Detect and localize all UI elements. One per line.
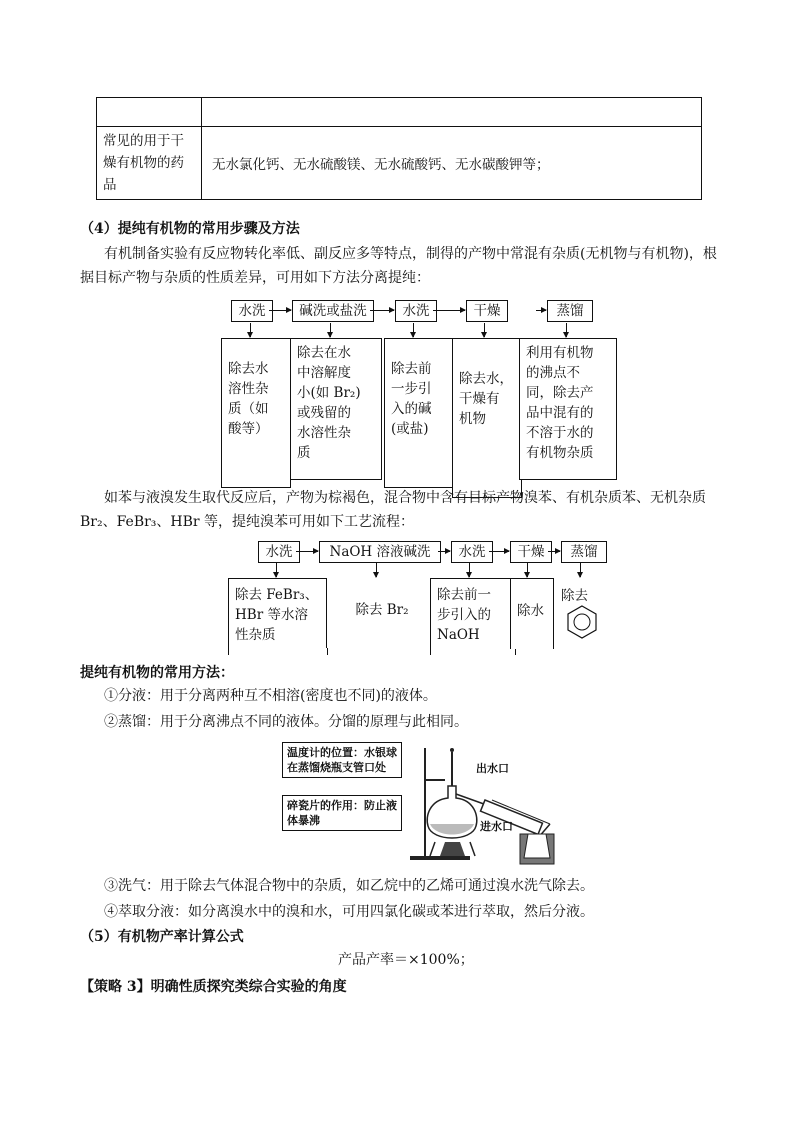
table-row-value: 无水氯化钙、无水硫酸镁、无水硫酸钙、无水碳酸钾等； (202, 127, 702, 200)
flow1-desc-base-wash: 除去在水 中溶解度 小(如 Br₂) 或残留的 水溶性杂 质 (290, 338, 382, 480)
bromobenzene-paragraph-line1: 如苯与液溴发生取代反应后，产物为棕褐色，混合物中含有目标产物溴苯、有机杂质苯、无机杂质 (104, 490, 706, 506)
bromobenzene-paragraph-line2: Br₂、FeBr₃、HBr 等，提纯溴苯可用如下工艺流程： (80, 514, 415, 530)
flow1-desc-dry: 除去水， 干燥有 机物 (452, 338, 522, 498)
flow2-arrow (489, 551, 509, 552)
intro-paragraph-line2: 据目标产物与杂质的性质差异，可用如下方法分离提纯： (80, 270, 430, 286)
flow2-desc-water-wash-2: 除去前一 步引入的 NaOH (430, 578, 516, 655)
porcelain-chip-note: 碎瓷片的作用：防止液 体暴沸 (282, 795, 402, 831)
flow2-step-distill: 蒸馏 (561, 541, 607, 563)
method-gas-washing: ③洗气：用于除去气体混合物中的杂质，如乙烷中的乙烯可通过溴水洗气除去。 (104, 878, 594, 894)
flow2-desc-distill: 除去 (561, 588, 588, 604)
flow1-step-base-or-salt-wash: 碱洗或盐洗 (292, 300, 374, 322)
flow2-arrow (548, 551, 560, 552)
methods-heading: 提纯有机物的常用方法： (80, 665, 234, 681)
benzene-ring-icon (565, 604, 599, 640)
table-row-label: 常见的用于干 燥有机物的药 品 (97, 127, 202, 200)
flow2-down-arrow (276, 563, 277, 577)
flow2-step-naoh-wash: NaOH 溶液碱洗 (319, 541, 441, 563)
flow2-down-arrow (527, 563, 528, 577)
strategy-3-heading: 【策略 3】明确性质探究类综合实验的角度 (80, 979, 347, 995)
intro-paragraph-line1: 有机制备实验有反应物转化率低、副反应多等特点，制得的产物中常混有杂质(无机物与有机物)，根 (104, 246, 717, 262)
flow1-down-arrow (484, 323, 485, 337)
flow1-step-distill: 蒸馏 (547, 300, 593, 322)
flow1-desc-water-wash-2: 除去前 一步引 入的碱 (或盐) (384, 338, 454, 488)
flow1-arrow (269, 310, 291, 311)
flow1-desc-water-wash: 除去水 溶性杂 质（如 酸等） (221, 338, 291, 488)
flow2-step-water-wash: 水洗 (258, 541, 300, 563)
flow1-arrow (370, 310, 394, 311)
section-4-heading: （4）提纯有机物的常用步骤及方法 (80, 221, 300, 237)
flow1-down-arrow (413, 323, 414, 337)
drying-agents-table (96, 97, 702, 200)
flow1-down-arrow (250, 323, 251, 337)
section-5-heading: （5）有机物产率计算公式 (80, 929, 244, 945)
flow2-down-arrow (469, 563, 470, 577)
flow2-desc-water-wash: 除去 FeBr₃、 HBr 等水溶 性杂质 (228, 578, 328, 655)
table-row (97, 127, 702, 200)
flow2-arrow (296, 551, 318, 552)
flow2-step-dry: 干燥 (510, 541, 552, 563)
flow1-step-dry: 干燥 (466, 300, 508, 322)
method-extraction: ④萃取分液：如分离溴水中的溴和水，可用四氯化碳或苯进行萃取，然后分液。 (104, 904, 594, 920)
flow1-down-arrow (330, 323, 331, 337)
flow1-step-water-wash: 水洗 (231, 300, 273, 322)
yield-formula: 产品产率＝×100%； (338, 952, 474, 968)
method-distillation: ②蒸馏：用于分离沸点不同的液体。分馏的原理与此相同。 (104, 714, 468, 730)
flow2-down-arrow (376, 563, 377, 577)
flow1-desc-distill: 利用有机物 的沸点不 同，除去产 品中混有的 不溶于水的 有机物杂质 (519, 338, 617, 480)
table-cell-empty (97, 98, 202, 127)
flow2-down-arrow (580, 563, 581, 577)
water-inlet-label: 进水口 (480, 820, 513, 833)
table-row (97, 98, 702, 127)
flow2-step-water-wash-2: 水洗 (451, 541, 493, 563)
water-outlet-label: 出水口 (476, 762, 509, 775)
flow2-desc-naoh-wash: 除去 Br₂ (326, 578, 438, 648)
flow1-arrow (536, 310, 546, 311)
method-separation: ①分液：用于分离两种互不相溶(密度也不同)的液体。 (104, 688, 437, 704)
flow2-arrow (438, 551, 450, 552)
flow1-down-arrow (566, 323, 567, 337)
flow1-step-water-wash-2: 水洗 (395, 300, 437, 322)
flow2-desc-dry: 除水 (510, 578, 554, 649)
table-cell-empty (202, 98, 702, 127)
thermometer-position-note: 温度计的位置：水银球 在蒸馏烧瓶支管口处 (282, 742, 402, 778)
flow1-arrow (433, 310, 465, 311)
